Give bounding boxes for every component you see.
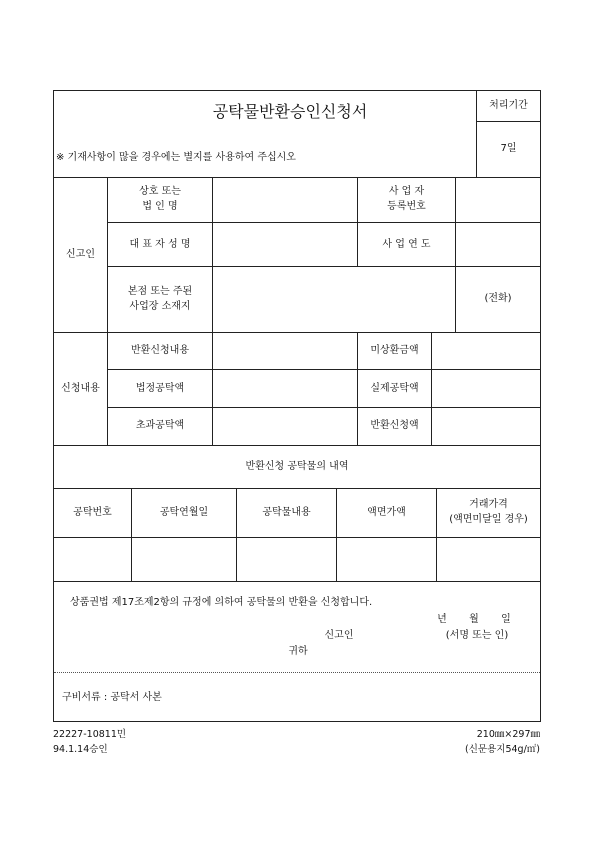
signer-label: 신고인 (324, 630, 354, 641)
declaration-text: 상품권법 제17조제2항의 규정에 의하여 공탁물의 반환을 신청합니다. (70, 597, 373, 608)
cell-trade-price[interactable] (437, 538, 540, 581)
regno-label: 사 업 자 등록번호 (387, 186, 426, 212)
phone-label: (전화) (484, 293, 512, 304)
cell-deposit-number[interactable] (54, 538, 131, 581)
signature-label: (서명 또는 인) (445, 630, 509, 641)
paper-type: (신문용지54g/㎡) (465, 744, 540, 755)
representative-field[interactable] (213, 223, 357, 266)
paper-size: 210㎜×297㎜ (476, 729, 540, 740)
col-deposit-date: 공탁연월일 (159, 507, 209, 518)
business-year-label: 사 업 연 도 (382, 239, 431, 250)
attachments-text: 구비서류 : 공탁서 사본 (62, 692, 162, 703)
address-field[interactable] (213, 267, 455, 332)
legal-deposit-field[interactable] (213, 370, 357, 407)
company-label: 상호 또는 법 인 명 (139, 186, 181, 212)
excess-deposit-label: 초과공탁액 (135, 420, 185, 431)
page-title: 공탁물반환승인신청서 (212, 102, 368, 121)
company-field[interactable] (213, 178, 357, 222)
return-content-label: 반환신청내용 (131, 345, 189, 356)
cell-deposit-date[interactable] (132, 538, 236, 581)
notice-text: ※ 기재사항이 많을 경우에는 별지를 사용하여 주십시오 (56, 152, 296, 163)
representative-label: 대 표 자 성 명 (129, 239, 191, 250)
col-trade-price: 거래가격 (액면미달일 경우) (449, 499, 528, 525)
processing-label: 처리기간 (489, 100, 528, 111)
regno-field[interactable] (456, 178, 540, 222)
form-code: 22227-10811민 (53, 729, 127, 740)
cell-deposit-item[interactable] (237, 538, 336, 581)
date-month-label: 월 (469, 614, 479, 625)
return-request-amount-field[interactable] (432, 408, 540, 445)
actual-deposit-field[interactable] (432, 370, 540, 407)
unrepaid-amount-field[interactable] (432, 333, 540, 369)
details-heading: 반환신청 공탁물의 내역 (245, 461, 349, 472)
address-label: 본점 또는 주된 사업장 소재지 (127, 286, 193, 312)
addressee-label: 귀하 (288, 646, 308, 657)
col-deposit-item: 공탁물내용 (262, 507, 311, 518)
date-year-label: 년 (437, 614, 447, 625)
unrepaid-amount-label: 미상환금액 (370, 345, 419, 356)
col-deposit-number: 공탁번호 (73, 507, 112, 518)
business-year-field[interactable] (456, 223, 540, 266)
date-day-label: 일 (501, 614, 511, 625)
legal-deposit-label: 법정공탁액 (135, 383, 185, 394)
return-content-field[interactable] (213, 333, 357, 369)
excess-deposit-field[interactable] (213, 408, 357, 445)
request-section-label: 신청내용 (61, 383, 100, 394)
applicant-section-label: 신고인 (66, 249, 95, 260)
actual-deposit-label: 실제공탁액 (370, 383, 419, 394)
processing-value: 7일 (500, 143, 517, 154)
approval-date: 94.1.14승인 (53, 744, 108, 755)
cell-face-value[interactable] (337, 538, 436, 581)
return-request-amount-label: 반환신청액 (370, 420, 419, 431)
col-face-value: 액면가액 (367, 507, 406, 518)
